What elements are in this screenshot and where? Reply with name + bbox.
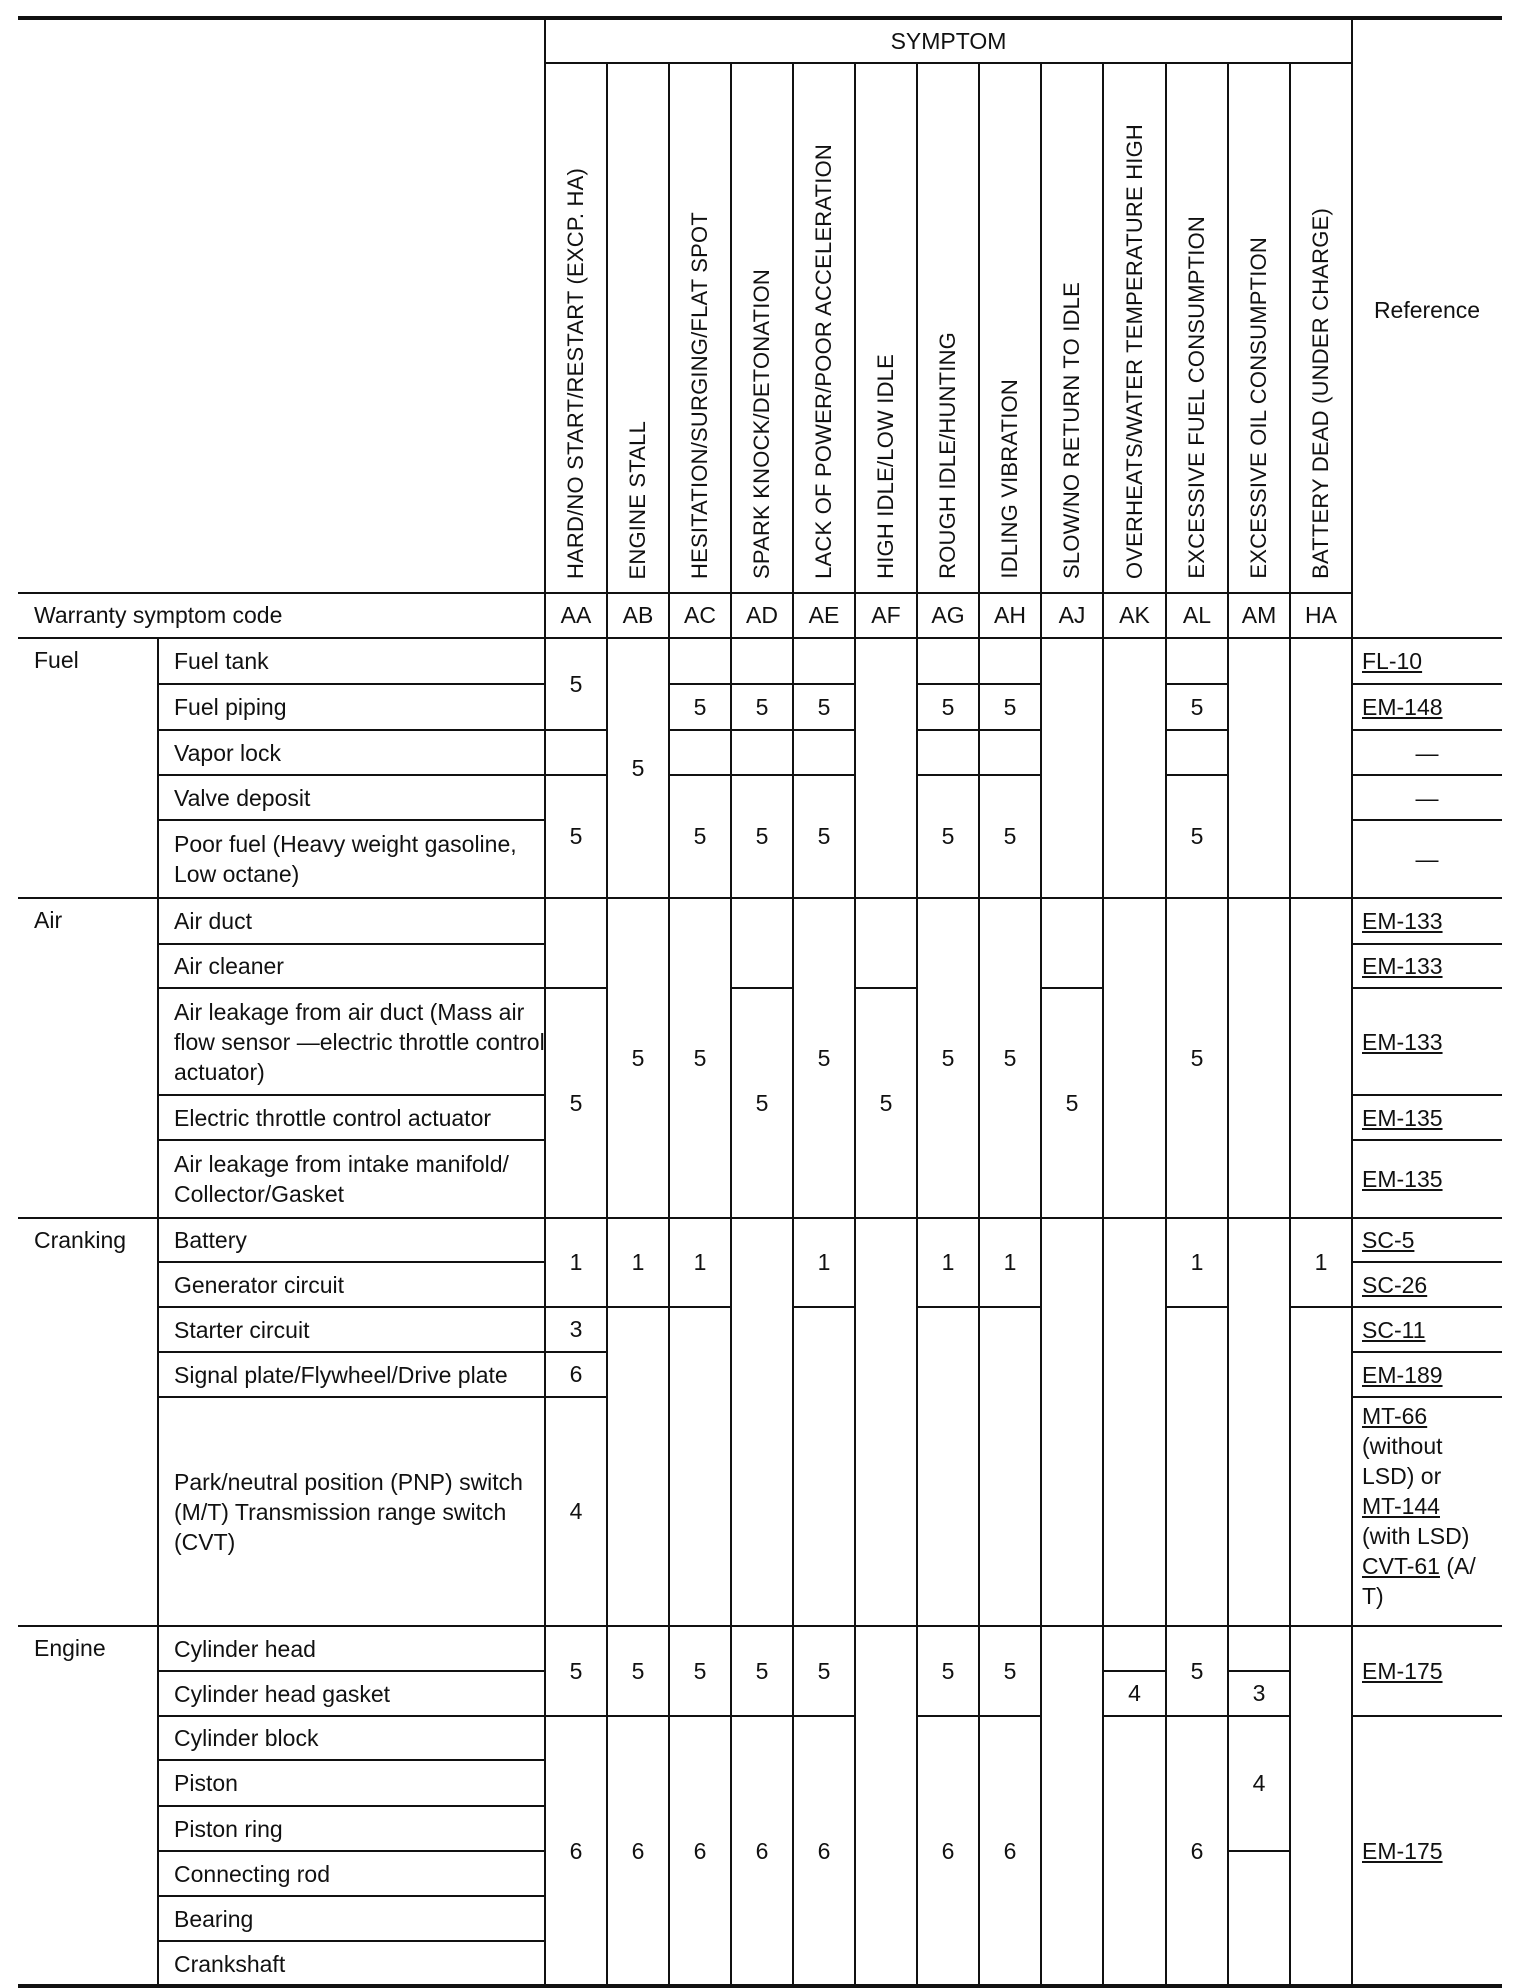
- reference-cvt-line: [1362, 1551, 1498, 1611]
- reference-link-text[interactable]: EM-133: [1362, 906, 1443, 936]
- symptom-header-ak: [1103, 65, 1166, 583]
- rank-cell: 4: [1103, 1671, 1166, 1716]
- reference-link-text[interactable]: MT-66: [1362, 1401, 1498, 1431]
- item-label: Air cleaner: [158, 944, 545, 988]
- reference-row-rule: [1352, 819, 1502, 821]
- group-column-border: [157, 638, 159, 1986]
- reference-link-text[interactable]: EM-148: [1362, 692, 1443, 722]
- cell-top-rule: [545, 1306, 607, 1308]
- symptom-header-label: HESITATION/SURGING/FLAT SPOT: [687, 212, 713, 583]
- item-label: Bearing: [158, 1896, 545, 1941]
- item-label: Fuel tank: [158, 638, 545, 684]
- empty-cell: [1228, 1218, 1290, 1671]
- empty-cell: [731, 730, 793, 775]
- reference-row-rule: [1352, 1139, 1502, 1141]
- reference-row-rule: [1352, 1625, 1502, 1627]
- empty-cell: [1290, 898, 1352, 1218]
- item-label: Park/neutral position (PNP) switch (M/T) Transmission range switch (CVT): [158, 1397, 545, 1626]
- empty-cell: [917, 638, 979, 684]
- cell-top-rule: [793, 1715, 855, 1717]
- rank-cell: 5: [917, 1626, 979, 1716]
- item-row-rule: [158, 683, 545, 685]
- item-row-rule: [158, 774, 545, 776]
- empty-cell: [1103, 898, 1166, 1218]
- cell-top-rule: [545, 1396, 607, 1398]
- item-label: Air leakage from intake manifold/ Collector/Gasket: [158, 1140, 545, 1218]
- empty-cell: [917, 1307, 979, 1626]
- reference-link-text[interactable]: MT-144: [1362, 1491, 1498, 1521]
- reference-row-rule: [1352, 1261, 1502, 1263]
- warranty-code: AJ: [1041, 593, 1103, 638]
- cell-top-rule: [1166, 1306, 1228, 1308]
- reference-link[interactable]: [1352, 988, 1502, 1095]
- cell-top-rule: [979, 683, 1041, 685]
- reference-link-text[interactable]: SC-11: [1362, 1315, 1426, 1345]
- reference-row-rule: [1352, 943, 1502, 945]
- rank-cell: 5: [731, 684, 793, 730]
- rank-cell: 5: [607, 1626, 669, 1716]
- reference-link-text[interactable]: EM-135: [1362, 1103, 1443, 1133]
- empty-cell: [607, 1307, 669, 1626]
- item-row-rule: [158, 1895, 545, 1897]
- reference-dash: —: [1352, 775, 1502, 820]
- empty-cell: [793, 1307, 855, 1626]
- cell-top-rule: [669, 683, 731, 685]
- rank-cell: 5: [979, 898, 1041, 1218]
- reference-link-text[interactable]: EM-189: [1362, 1360, 1443, 1390]
- symptom-header-ac: [669, 65, 731, 583]
- rank-cell: 5: [731, 775, 793, 898]
- warranty-code: AA: [545, 593, 607, 638]
- rank-cell: 5: [731, 988, 793, 1218]
- item-label: Crankshaft: [158, 1941, 545, 1986]
- empty-cell: [731, 638, 793, 684]
- symptom-header-aj: [1041, 65, 1103, 583]
- reference-row-rule: [1352, 897, 1502, 899]
- rank-cell: 5: [545, 638, 607, 730]
- cell-top-rule: [793, 1306, 855, 1308]
- rank-cell: 5: [979, 684, 1041, 730]
- group-label-fuel: Fuel: [34, 645, 79, 675]
- reference-link[interactable]: [1352, 1352, 1502, 1397]
- cell-top-rule: [669, 1715, 731, 1717]
- warranty-symptom-code-label: Warranty symptom code: [34, 600, 282, 630]
- rank-cell: 1: [607, 1218, 669, 1307]
- item-label: Cylinder head gasket: [158, 1671, 545, 1716]
- cell-top-rule: [1103, 1670, 1166, 1672]
- reference-link-text[interactable]: SC-26: [1362, 1270, 1427, 1300]
- rank-cell: 5: [1166, 898, 1228, 1218]
- empty-cell: [545, 730, 607, 775]
- item-label: Air leakage from air duct (Mass air flow sensor —electric throttle control actuator): [158, 988, 545, 1095]
- rank-cell: 6: [731, 1716, 793, 1986]
- empty-cell: [1041, 638, 1103, 898]
- rank-cell: 5: [793, 775, 855, 898]
- reference-link[interactable]: [1352, 1140, 1502, 1218]
- empty-cell: [979, 1307, 1041, 1626]
- symptom-header-label: ROUGH IDLE/HUNTING: [935, 332, 961, 583]
- cell-top-rule: [855, 987, 917, 989]
- cell-top-rule: [917, 1306, 979, 1308]
- symptom-header-ae: [793, 65, 855, 583]
- cell-top-rule: [793, 683, 855, 685]
- item-label: Vapor lock: [158, 730, 545, 775]
- cell-top-rule: [1228, 1715, 1290, 1717]
- rank-cell: 4: [545, 1397, 607, 1626]
- item-row-rule: [158, 1850, 545, 1852]
- item-label: Piston ring: [158, 1806, 545, 1851]
- item-row-rule: [158, 1670, 545, 1672]
- reference-link[interactable]: [1352, 1095, 1502, 1140]
- cell-top-rule: [917, 774, 979, 776]
- item-label: Piston: [158, 1760, 545, 1806]
- reference-link-text[interactable]: EM-175: [1362, 1836, 1443, 1866]
- rank-cell: 4: [1228, 1716, 1290, 1851]
- empty-cell: [855, 1218, 917, 1986]
- symptom-header-ha: [1290, 65, 1352, 583]
- empty-cell: [793, 638, 855, 684]
- cell-top-rule: [1166, 774, 1228, 776]
- reference-dash: —: [1352, 820, 1502, 898]
- item-row-rule: [158, 1094, 545, 1096]
- rank-cell: 1: [669, 1218, 731, 1307]
- symptom-header-ab: [607, 65, 669, 583]
- rank-cell: 6: [545, 1716, 607, 1986]
- cell-top-rule: [1166, 729, 1228, 731]
- empty-cell: [979, 730, 1041, 775]
- symptom-header-af: [855, 65, 917, 583]
- item-row-rule: [158, 1139, 545, 1141]
- symptom-header-rule: [545, 62, 1352, 64]
- group-label-air: Air: [34, 905, 62, 935]
- cell-top-rule: [607, 1715, 669, 1717]
- symptom-header-label: LACK OF POWER/POOR ACCELERATION: [811, 144, 837, 583]
- reference-title: Reference: [1352, 20, 1502, 600]
- cell-top-rule: [731, 987, 793, 989]
- rank-cell: 1: [1290, 1218, 1352, 1307]
- group-label-engine: Engine: [34, 1633, 106, 1663]
- rank-cell: 5: [1041, 988, 1103, 1218]
- reference-row-rule: [1352, 774, 1502, 776]
- empty-cell: [545, 898, 607, 988]
- item-label: Starter circuit: [158, 1307, 545, 1352]
- reference-link[interactable]: [1352, 1218, 1502, 1262]
- item-row-rule: [158, 1396, 545, 1398]
- reference-row-rule: [1352, 1217, 1502, 1219]
- empty-cell: [1166, 1307, 1228, 1626]
- empty-cell: [669, 638, 731, 684]
- item-row-rule: [158, 1306, 545, 1308]
- cell-top-rule: [1166, 1715, 1228, 1717]
- reference-link-text[interactable]: FL-10: [1362, 646, 1422, 676]
- item-row-rule: [158, 987, 545, 989]
- cell-top-rule: [731, 774, 793, 776]
- cell-top-rule: [545, 774, 607, 776]
- cell-top-rule: [917, 1715, 979, 1717]
- item-row-rule: [158, 1940, 545, 1942]
- rank-cell: 5: [855, 988, 917, 1218]
- symptom-header-label: EXCESSIVE OIL CONSUMPTION: [1246, 237, 1272, 583]
- empty-cell: [1166, 638, 1228, 684]
- symptom-header-aa: [545, 65, 607, 583]
- rank-cell: 3: [545, 1307, 607, 1352]
- warranty-code: AK: [1103, 593, 1166, 638]
- reference-row-rule: [1352, 1094, 1502, 1096]
- symptom-header-label: ENGINE STALL: [625, 421, 651, 583]
- reference-row-rule: [1352, 1396, 1502, 1398]
- warranty-code: HA: [1290, 593, 1352, 638]
- reference-pnp-block: [1362, 1401, 1498, 1611]
- rank-cell: 5: [607, 638, 669, 898]
- rank-cell: 6: [793, 1716, 855, 1986]
- warranty-code: AF: [855, 593, 917, 638]
- reference-link[interactable]: [1352, 1307, 1502, 1352]
- symptom-header-ad: [731, 65, 793, 583]
- rank-cell: 5: [669, 684, 731, 730]
- empty-cell: [1041, 898, 1103, 988]
- rank-cell: 1: [545, 1218, 607, 1307]
- rank-cell: 1: [917, 1218, 979, 1307]
- cell-top-rule: [1103, 1715, 1166, 1717]
- rank-cell: 5: [1166, 775, 1228, 898]
- rank-cell: 5: [545, 775, 607, 898]
- cell-top-rule: [1228, 1670, 1290, 1672]
- item-row-rule: [158, 1759, 545, 1761]
- empty-cell: [669, 1307, 731, 1626]
- reference-note: (A/ T): [1362, 1553, 1476, 1609]
- item-row-rule: [158, 943, 545, 945]
- reference-row-rule: [1352, 1306, 1502, 1308]
- item-label: Signal plate/Flywheel/Drive plate: [158, 1352, 545, 1397]
- item-row-rule: [158, 729, 545, 731]
- rank-cell: 5: [669, 898, 731, 1218]
- reference-note: (with LSD): [1362, 1521, 1498, 1551]
- symptom-header-ag: [917, 65, 979, 583]
- rank-cell: 6: [669, 1716, 731, 1986]
- rank-cell: 5: [917, 684, 979, 730]
- cell-top-rule: [545, 1715, 607, 1717]
- cell-top-rule: [545, 987, 607, 989]
- item-label: Connecting rod: [158, 1851, 545, 1896]
- symptom-header-al: [1166, 65, 1228, 583]
- cell-top-rule: [669, 729, 731, 731]
- item-label: Valve deposit: [158, 775, 545, 820]
- empty-cell: [917, 730, 979, 775]
- symptom-header-am: [1228, 65, 1290, 583]
- cell-top-rule: [731, 729, 793, 731]
- rank-cell: 1: [1166, 1218, 1228, 1307]
- symptom-header-label: HIGH IDLE/LOW IDLE: [873, 354, 899, 583]
- symptom-header-label: BATTERY DEAD (UNDER CHARGE): [1308, 208, 1334, 583]
- warranty-code: AD: [731, 593, 793, 638]
- rank-cell: 6: [917, 1716, 979, 1986]
- item-row-rule: [158, 1805, 545, 1807]
- cell-top-rule: [1228, 1850, 1290, 1852]
- warranty-code: AG: [917, 593, 979, 638]
- empty-cell: [731, 1218, 793, 1626]
- cell-top-rule: [1166, 683, 1228, 685]
- rank-cell: 5: [979, 775, 1041, 898]
- empty-cell: [855, 638, 917, 898]
- empty-cell: [1166, 730, 1228, 775]
- symptom-title: SYMPTOM: [545, 20, 1352, 62]
- item-row-rule: [158, 1261, 545, 1263]
- cell-top-rule: [607, 1306, 669, 1308]
- cell-top-rule: [669, 1306, 731, 1308]
- reference-dash: —: [1352, 730, 1502, 775]
- cell-top-rule: [1041, 987, 1103, 989]
- rank-cell: 5: [793, 1626, 855, 1716]
- item-label: Poor fuel (Heavy weight gasoline, Low octane): [158, 820, 545, 898]
- cell-top-rule: [793, 774, 855, 776]
- cell-top-rule: [669, 774, 731, 776]
- item-label: Generator circuit: [158, 1262, 545, 1307]
- symptom-header-label: OVERHEATS/WATER TEMPERATURE HIGH: [1122, 124, 1148, 583]
- rank-cell: 5: [669, 775, 731, 898]
- symptom-header-label: SPARK KNOCK/DETONATION: [749, 269, 775, 583]
- symptom-header-label: HARD/NO START/RESTART (EXCP. HA): [563, 168, 589, 583]
- item-label: Battery: [158, 1218, 545, 1262]
- item-row-rule: [158, 1715, 545, 1717]
- rank-cell: 5: [607, 898, 669, 1218]
- item-label: Cylinder block: [158, 1716, 545, 1760]
- reference-link[interactable]: [1352, 638, 1502, 684]
- rank-cell: 6: [607, 1716, 669, 1986]
- cell-top-rule: [917, 729, 979, 731]
- rank-cell: 5: [545, 1626, 607, 1716]
- rank-cell: 6: [979, 1716, 1041, 1986]
- rank-cell: 5: [669, 1626, 731, 1716]
- cell-top-rule: [731, 1715, 793, 1717]
- reference-row-rule: [1352, 729, 1502, 731]
- cell-top-rule: [731, 683, 793, 685]
- rank-cell: 5: [793, 684, 855, 730]
- reference-link[interactable]: [1352, 944, 1502, 988]
- cell-top-rule: [979, 1715, 1041, 1717]
- item-row-rule: [158, 1351, 545, 1353]
- reference-link[interactable]: [1352, 1716, 1502, 1986]
- rank-cell: 5: [731, 1626, 793, 1716]
- cell-top-rule: [545, 729, 607, 731]
- rank-cell: 5: [545, 988, 607, 1218]
- rank-cell: 5: [917, 898, 979, 1218]
- item-row-rule: [158, 819, 545, 821]
- item-label: Electric throttle control actuator: [158, 1095, 545, 1140]
- symptom-header-label: SLOW/NO RETURN TO IDLE: [1059, 282, 1085, 583]
- warranty-code: AM: [1228, 593, 1290, 638]
- reference-link-text[interactable]: SC-5: [1362, 1225, 1414, 1255]
- item-label: Fuel piping: [158, 684, 545, 730]
- reference-link-text[interactable]: EM-133: [1362, 1027, 1443, 1057]
- empty-cell: [793, 730, 855, 775]
- warranty-code: AH: [979, 593, 1041, 638]
- symptom-header-label: IDLING VIBRATION: [997, 379, 1023, 583]
- empty-cell: [1103, 638, 1166, 898]
- rank-cell: 6: [1166, 1716, 1228, 1986]
- cell-top-rule: [1290, 1306, 1352, 1308]
- rank-cell: 1: [979, 1218, 1041, 1307]
- empty-cell: [1290, 638, 1352, 898]
- cell-top-rule: [979, 774, 1041, 776]
- reference-link[interactable]: [1352, 1626, 1502, 1716]
- rank-cell: 1: [793, 1218, 855, 1307]
- empty-cell: [1290, 1307, 1352, 1986]
- cell-top-rule: [917, 683, 979, 685]
- reference-link[interactable]: [1352, 1262, 1502, 1307]
- group-label-cranking: Cranking: [34, 1225, 126, 1255]
- warranty-code: AB: [607, 593, 669, 638]
- reference-link[interactable]: [1352, 684, 1502, 730]
- empty-cell: [1041, 1218, 1103, 1986]
- cell-top-rule: [979, 1306, 1041, 1308]
- reference-link[interactable]: [1352, 898, 1502, 944]
- cell-top-rule: [793, 729, 855, 731]
- reference-row-rule: [1352, 987, 1502, 989]
- cell-top-rule: [979, 729, 1041, 731]
- rank-cell: 6: [545, 1352, 607, 1397]
- empty-cell: [1103, 1716, 1166, 1986]
- reference-link-text[interactable]: EM-175: [1362, 1656, 1443, 1686]
- empty-cell: [855, 898, 917, 988]
- empty-cell: [669, 730, 731, 775]
- empty-cell: [1103, 1218, 1166, 1671]
- warranty-code: AC: [669, 593, 731, 638]
- rank-cell: 3: [1228, 1671, 1290, 1716]
- reference-row-rule: [1352, 1351, 1502, 1353]
- empty-cell: [1228, 1851, 1290, 1986]
- rank-cell: 5: [979, 1626, 1041, 1716]
- reference-link-text[interactable]: CVT-61: [1362, 1553, 1440, 1579]
- reference-row-rule: [1352, 683, 1502, 685]
- rank-cell: 5: [917, 775, 979, 898]
- item-label: Air duct: [158, 898, 545, 944]
- empty-cell: [731, 898, 793, 988]
- reference-row-rule: [1352, 1715, 1502, 1717]
- rank-cell: 5: [1166, 1626, 1228, 1716]
- empty-cell: [979, 638, 1041, 684]
- rank-cell: 5: [1166, 684, 1228, 730]
- reference-link-text[interactable]: EM-135: [1362, 1164, 1443, 1194]
- empty-cell: [1228, 638, 1290, 898]
- reference-link-text[interactable]: EM-133: [1362, 951, 1443, 981]
- empty-cell: [1228, 898, 1290, 1218]
- reference-note: (without LSD) or: [1362, 1431, 1498, 1491]
- symptom-header-ah: [979, 65, 1041, 583]
- rank-cell: 5: [793, 898, 855, 1218]
- item-label: Cylinder head: [158, 1626, 545, 1671]
- cell-top-rule: [545, 1351, 607, 1353]
- warranty-code: AL: [1166, 593, 1228, 638]
- warranty-code: AE: [793, 593, 855, 638]
- symptom-header-label: EXCESSIVE FUEL CONSUMPTION: [1184, 216, 1210, 583]
